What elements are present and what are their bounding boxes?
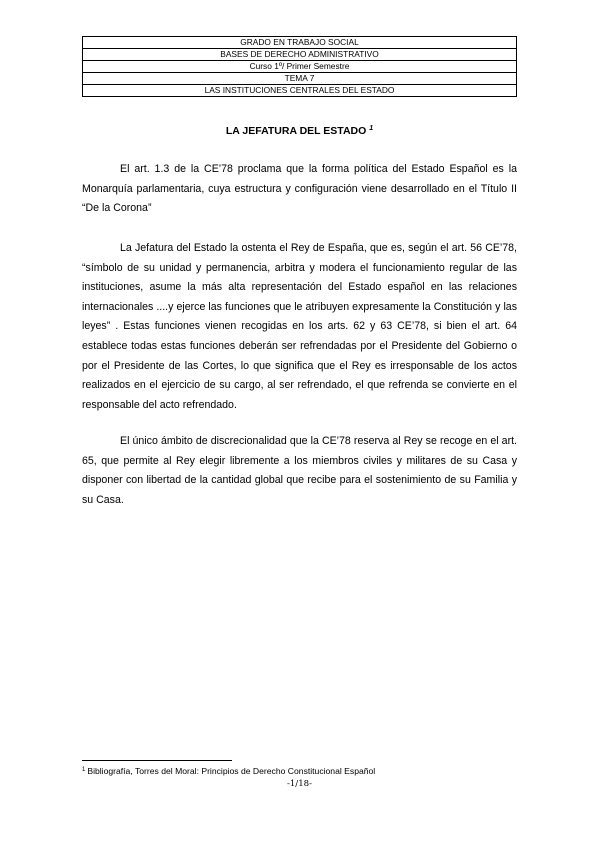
header-row	[83, 37, 517, 49]
footnote-separator	[82, 760, 232, 761]
header-row	[83, 61, 517, 73]
header-row	[83, 73, 517, 85]
title-footnote-mark: 1	[369, 125, 374, 132]
footnote-text: Bibliografía, Torres del Moral: Principios de Derecho Constitucional Español	[87, 766, 376, 776]
course-header-table	[82, 36, 517, 97]
header-course: Curso 1º/ Primer Semestre	[83, 61, 517, 73]
header-topic: TEMA 7	[83, 73, 517, 85]
section-title	[82, 124, 517, 138]
header-subject: BASES DE DERECHO ADMINISTRATIVO	[83, 49, 517, 61]
paragraph: El único ámbito de discrecionalidad que la CE’78 reserva al Rey se recoge en el art. 65, que permite al Rey elegir libremente a los miembros civiles y militares de su Casa y disponer con libertad de la cantidad global que recibe para el sostenimiento de su Familia y su Casa.	[82, 435, 517, 506]
footnote-mark: 1	[82, 767, 86, 773]
paragraph: La Jefatura del Estado la ostenta el Rey de España, que es, según el art. 56 CE’78, “símbolo de su unidad y permanencia, arbitra y modera el funcionamiento regular de las instituciones, asume la más alta representación del Estado español en las relaciones internacionales ....y ejerce las funciones que le atribuyen expresamente la Constitución y las leyes” . Estas funciones vienen recogidas en los arts. 62 y 63 CE’78, si bien el art. 64 establece todas estas funciones deberán ser refrendadas por el Presidente del Gobierno o por el Presidente de las Cortes, lo que significa que el Rey es irresponsable de los actos realizados en el ejercicio de su cargo, al ser refrendado, el que refrenda se convierte en el responsable del acto refrendado.	[82, 242, 517, 411]
header-degree: GRADO EN TRABAJO SOCIAL	[83, 37, 517, 49]
page-number: -1/18-	[286, 779, 313, 789]
footnote	[82, 765, 517, 777]
header-topic-title: LAS INSTITUCIONES CENTRALES DEL ESTADO	[83, 85, 517, 97]
header-row	[83, 85, 517, 97]
section-title-text: LA JEFATURA DEL ESTADO	[225, 125, 367, 137]
paragraph: El art. 1.3 de la CE’78 proclama que la forma política del Estado Español es la Monarquía parlamentaria, cuya estructura y configuración viene desarrollado en el Título II “De la Corona”	[82, 163, 517, 215]
header-row	[83, 49, 517, 61]
